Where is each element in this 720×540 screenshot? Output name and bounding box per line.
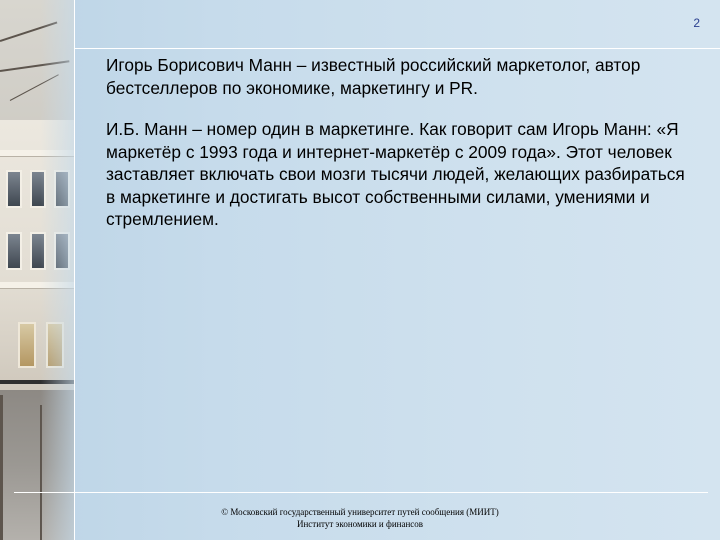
top-divider-line [74, 48, 720, 49]
left-divider-line [74, 0, 75, 540]
building-photo [0, 0, 74, 540]
paragraph-intro: Игорь Борисович Манн – известный российский маркетолог, автор бестселлеров по экономике, маркетингу и PR. [106, 55, 641, 98]
photo-fade [0, 0, 74, 540]
footer-institute: Институт экономики и финансов [296, 519, 424, 529]
page-number: 2 [693, 16, 700, 30]
footer-copyright: © Московский государственный университет путей сообщения (МИИТ) [221, 507, 499, 517]
slide-body [106, 54, 686, 250]
paragraph-quote: И.Б. Манн – номер один в маркетинге. Как говорит сам Игорь Манн: «Я маркетёр с 1993 года и интернет-маркетёр с 2009 года». Этот человек заставляет включать свои мозги тысячи людей, желающих разбираться в маркетинге и достигать высот собственными силами, умениями и стремлением. [106, 119, 685, 229]
footer [200, 506, 520, 530]
bottom-divider-line [14, 492, 708, 493]
